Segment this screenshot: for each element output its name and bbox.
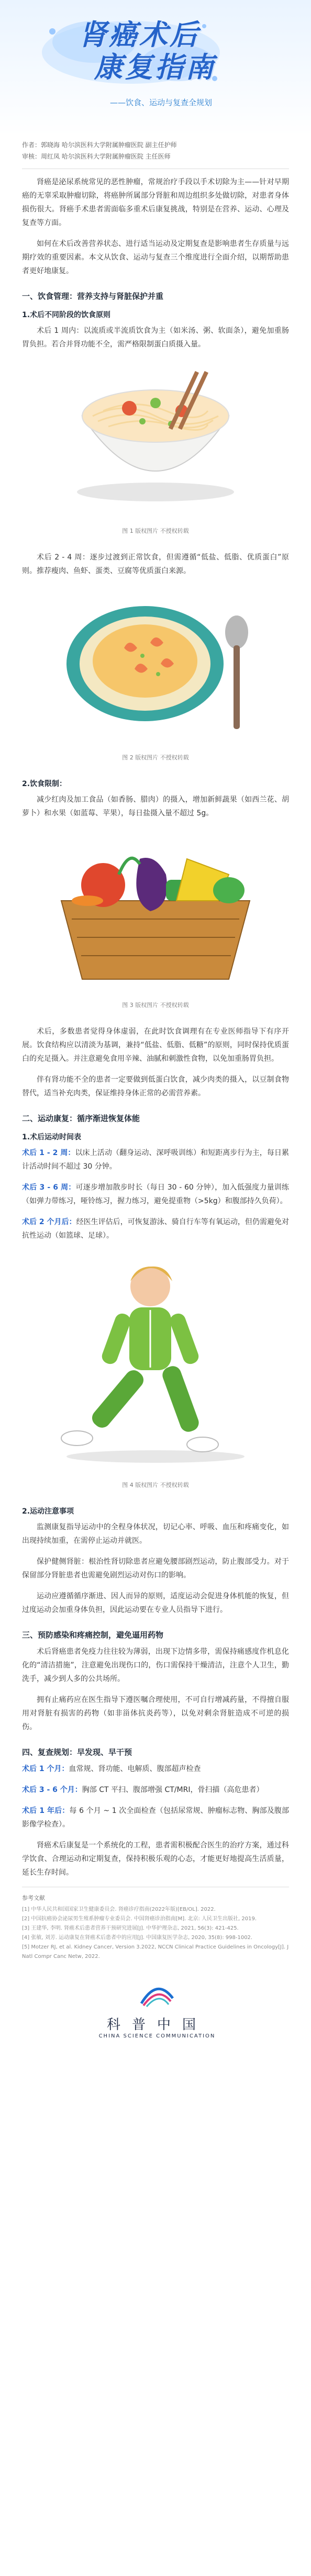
- page-subtitle: ——饮食、运动与复查全规划: [110, 98, 213, 107]
- section-4-paragraph-1-lead: 术后 1 个月：: [22, 1765, 69, 1773]
- figure-2-caption: 图 2 版权图片 不授权转载: [122, 754, 189, 761]
- page-title: [79, 18, 216, 83]
- section-1-paragraph-5: 伴有肾功能不全的患者一定要做到低蛋白饮食，减少肉类的摄入，以豆制食物替代，适当补充肉类，保证维持身体正常的必需营养素。: [22, 1076, 289, 1097]
- section-1-subtitle-1: 1.术后不同阶段的饮食原则: [22, 311, 111, 319]
- figure-1-caption: 图 1 版权图片 不授权转载: [122, 528, 189, 534]
- section-3-paragraph-1: 术后肾癌患者免疫力往往较为薄弱，出现下边情多带，需保持痛感度作机息化化的“清洁措施”，注意避免出现伤口的，伤口需保持干燥清洁，注意个人卫生，勤洗手，减少到人多的公共场所。: [22, 1648, 289, 1683]
- section-2-subtitle-2: 2.运动注意事项: [22, 1507, 74, 1516]
- section-1-paragraph-1: 术后 1 周内：以流质或半流质饮食为主（如米汤、粥、软面条），避免加重肠胃负担。若合并肾功能不全，需严格限制蛋白质摄入量。: [22, 327, 289, 349]
- section-1-paragraph-4: 术后，多数患者觉得身体虚弱，在此时饮食调理有在专业医师指导下有序开展。饮食结构应以清淡为基调，兼持“低盐、低脂、低糖”的原则，同时保持优质蛋白的充足摄入。并注意避免食用辛辣、油腻和刺激性食物，以免加重肠胃负担。: [22, 1027, 289, 1063]
- section-4-paragraph-1: [22, 1762, 289, 1776]
- title-line-2: 康复指南: [94, 50, 216, 84]
- logo-cn-text: 科普中国: [106, 2017, 207, 2033]
- section-2-subtitle-1: 1.术后运动时间表: [22, 1133, 82, 1141]
- section-2-paragraph-3-lead: 术后 2 个月后：: [22, 1218, 76, 1226]
- section-2-paragraph-2-lead: 术后 3 - 6 周：: [22, 1183, 76, 1192]
- section-2-paragraph-1-lead: 术后 1 - 2 周：: [22, 1149, 75, 1157]
- section-1-paragraph-3: 减少红肉及加工食品（如香肠、腊肉）的摄入，增加新鲜蔬果（如西兰花、胡萝卜）和水果（如蓝莓、苹果），每日盐摄入量不超过 5g。: [22, 796, 289, 817]
- kepu-logo: [94, 1983, 220, 2039]
- section-4-paragraph-3-body: 每 6 个月 ~ 1 次全面检查（包括尿常规、肿瘤标志物、胸部及腹部影像学检查）。: [22, 1807, 289, 1829]
- page-footer: [0, 1962, 311, 2056]
- stretching-man-illustration: [46, 1250, 265, 1470]
- section-2-paragraph-2-body: 可逐步增加散步时长（每日 30 - 60 分钟），加入低强度力量训练（如弹力带练习，哑铃练习，握力练习，避免提重物（>5kg）和腹部持久负荷）。: [22, 1183, 289, 1205]
- egg-custard-illustration: [46, 585, 265, 742]
- section-1-paragraph-2: 术后 2 - 4 周：逐步过渡到正常饮食，但需遵循“低盐、低脂、优质蛋白”原则。推荐瘦肉、鱼虾、蛋类、豆腐等优质蛋白来源。: [22, 553, 289, 575]
- figure-3: [22, 827, 289, 994]
- section-2-paragraph-1-body: 以床上活动（翻身运动、深呼吸训练）和短距离步行为主，每日累计活动时间不超过 30 分钟。: [22, 1149, 290, 1171]
- author-line: 作者：郭晓海 哈尔滨医科大学附属肿瘤医院 副主任护师: [22, 141, 177, 149]
- kepu-swirl-icon: [136, 1983, 178, 2009]
- figure-4: [22, 1250, 289, 1474]
- section-3-paragraph-2: 拥有止痛药应在医生指导下遵医嘱合理使用，不可自行增减药量，不得擅自服用对肾脏有损害的药物（如非甾体抗炎药等），以免对剩余肾脏造成不可逆的损伤。: [22, 1696, 289, 1731]
- section-4-paragraph-2: [22, 1783, 289, 1797]
- section-3-title: 三、预防感染和疼痛控制，避免逼用药物: [22, 1630, 164, 1640]
- section-2-title: 二、运动康复：循序渐进恢复体能: [22, 1114, 140, 1123]
- references: [0, 1894, 311, 1962]
- section-2-paragraph-6: 运动应遵循循序渐进、因人而异的原则，适度运动会促进身体机能的恢复，但过度运动会加重身体负担，因此运动要在专业人员指导下进行。: [22, 1592, 289, 1614]
- author-meta: [0, 136, 311, 162]
- section-2-paragraph-5: 保护健侧肾脏：根治性肾切除患者应避免腰部剧烈运动，防止腹部受力。对于保留部分肾脏患者也需避免剧烈运动对伤口的影响。: [22, 1558, 289, 1580]
- section-2-paragraph-3: [22, 1215, 289, 1242]
- intro-paragraph-1: 肾癌是泌尿系统常见的恶性肿瘤，常规治疗手段以手术切除为主——针对早期癌的无辜采取肿瘤切除，将癌肿所属部分肾脏和周边组织多处做切除，对患者身体损伤很大。肾癌手术患者需面临多重术后康复挑战，特别是在营养、运动、心理及复查等方面。: [22, 178, 289, 227]
- noodle-bowl-illustration: [51, 359, 260, 516]
- section-4-paragraph-3-lead: 术后 1 年后：: [22, 1807, 70, 1815]
- figure-2: [22, 585, 289, 747]
- article-header: [0, 0, 311, 136]
- section-4-paragraph-1-body: 血常规、肾功能、电解质、腹部超声检查: [69, 1765, 201, 1773]
- reference-item: [5] Motzer RJ, et al. Kidney Cancer, Version 3.2022, NCCN Clinical Practice Guidelines in Oncology[J]. J Natl Compr Canc Netw, 2022.: [22, 1944, 289, 1959]
- section-4-paragraph-2-body: 胸部 CT 平扫、腹部增强 CT/MRI，骨扫描（高危患者）: [82, 1786, 264, 1794]
- section-2-paragraph-4: 监测康复指导运动中的全程身体状况，切记心率、呼吸、血压和疼痛变化，如出现持续加重，在需停止运动并就医。: [22, 1523, 289, 1545]
- reference-item: [4] 张敏, 刘芳. 运动康复在肾癌术后患者中的应用[J]. 中国康复医学杂志, 2020, 35(8): 998-1002.: [22, 1935, 253, 1941]
- title-line-1: 肾癌术后: [79, 18, 200, 51]
- reference-item: [3] 王建华, 李明. 肾癌术后患者营养干预研究进展[J]. 中华护理杂志, 2021, 56(3): 421-425.: [22, 1925, 239, 1931]
- section-4-paragraph-2-lead: 术后 3 - 6 个月：: [22, 1786, 82, 1794]
- figure-3-caption: 图 3 版权图片 不授权转载: [122, 1002, 189, 1009]
- vegetable-basket-illustration: [40, 827, 271, 990]
- section-1-subtitle-2: 2.饮食限制：: [22, 780, 67, 788]
- section-2-paragraph-2: [22, 1181, 289, 1208]
- section-4-title: 四、复查规划：早发现、早干预: [22, 1748, 132, 1757]
- figure-1: [22, 359, 289, 520]
- figure-4-caption: 图 4 版权图片 不授权转载: [122, 1482, 189, 1488]
- section-2-paragraph-1: [22, 1146, 289, 1173]
- logo-en-text: CHINA SCIENCE COMMUNICATION: [98, 2033, 216, 2039]
- reference-item: [2] 中国抗癌协会泌尿男生殖系肿瘤专业委员会. 中国肾癌诊治指南[M]. 北京: 人民卫生出版社, 2019.: [22, 1916, 257, 1922]
- section-4-paragraph-3: [22, 1804, 289, 1831]
- intro-paragraph-2: 如何在术后改善营养状态、进行适当运动及定期复查是影响患者生存质量与远期疗效的重要因素。本文从饮食、运动与复查三个维度进行全面介绍，以期帮助患者更好地康复。: [22, 240, 289, 275]
- reference-item: [1] 中华人民共和国国家卫生健康委员会. 肾癌诊疗指南(2022年版)[EB/OL]. 2022.: [22, 1907, 216, 1912]
- section-1-title: 一、饮食管理：营养支持与肾脏保护并重: [22, 292, 164, 301]
- references-label: 参考文献: [22, 1895, 45, 1901]
- section-2-paragraph-3-body: 经医生评估后，可恢复游泳、骑自行车等有氧运动，但仍需避免对抗性运动（如篮球、足球）。: [22, 1218, 289, 1240]
- reviewer-line: 审核：周红凤 哈尔滨医科大学附属肿瘤医院 主任医师: [22, 153, 171, 160]
- article-body: [0, 175, 311, 1879]
- closing-paragraph: 肾癌术后康复是一个系统化的工程，患者需积极配合医生的治疗方案，通过科学饮食、合理运动和定期复查，保持积极乐观的心态，才能更好地提高生活质量，延长生存时间。: [22, 1841, 289, 1877]
